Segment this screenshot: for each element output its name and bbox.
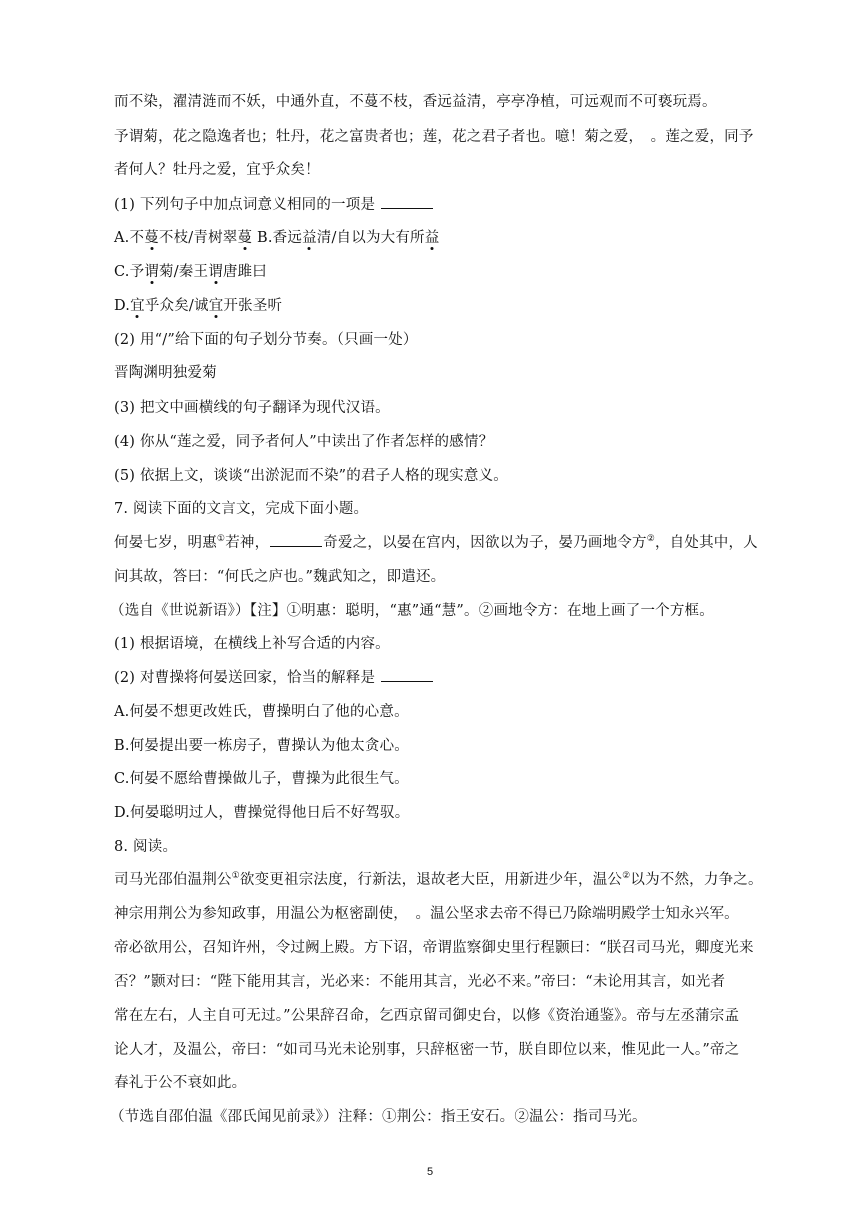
text-line: 论人才，及温公，帝曰：“如司马光未论别事，只辞枢密一节，朕自即位以来，惟见此一人。”帝之: [114, 1042, 740, 1058]
question-2-prompt: (2) 对曹操将何晏送回家，恰当的解释是: [114, 666, 433, 687]
answer-blank: [381, 669, 433, 682]
text-line: （选自《世说新语》）【注】①明惠：聪明，“惠”通“慧”。②画地令方：在地上画了一个方框。: [110, 603, 714, 619]
text-line: 者何人？牡丹之爱，宜乎众矣！: [114, 162, 320, 178]
text-line: 而不染，濯清涟而不妖，中通外直，不蔓不枝，香远益清，亭亭净植，可远观而不可亵玩焉。: [114, 94, 717, 110]
text-line: (5) 依据上文，谈谈“出淤泥而不染”的君子人格的现实意义。: [114, 468, 508, 484]
text-line: A.何晏不想更改姓氏，曹操明白了他的心意。: [114, 704, 409, 720]
question-7-heading: 7. 阅读下面的文言文，完成下面小题。: [114, 501, 369, 517]
text-line: 否？”颢对曰：“陛下能用其言，光必来：不能用其言，光必不来。”帝曰：“未论用其言，如光者: [114, 974, 726, 990]
text-line: 问其故，答曰：“何氏之庐也。”魏武知之，即遣还。: [114, 569, 446, 585]
answer-blank: [381, 196, 433, 209]
text-line: 神宗用荆公为参知政事，用温公为枢密副使， 。温公坚求去帝不得已乃除端明殿学士知永兴军。: [114, 906, 739, 922]
text-line: C.何晏不愿给曹操做儿子，曹操为此很生气。: [114, 771, 409, 787]
text-line: 春礼于公不衰如此。: [114, 1075, 247, 1091]
answer-blank: [270, 534, 322, 547]
text-line: (3) 把文中画横线的句子翻译为现代汉语。: [114, 400, 390, 416]
text-line: (2) 用“/”给下面的句子划分节奏。（只画一处）: [114, 332, 418, 348]
text-line: (4) 你从“莲之爱，同予者何人”中读出了作者怎样的感情？: [114, 434, 494, 450]
text-line: （节选自邵伯温《邵氏闻见前录》）注释：①荆公：指王安石。②温公：指司马光。: [110, 1109, 647, 1125]
option-c: C.予谓菊/秦王谓唐雎曰: [114, 264, 267, 280]
text-line: 常在左右，人主自可无过。”公果辞召命，乞西京留司御史台，以修《资治通鉴》。帝与左丞蒲宗孟: [114, 1008, 740, 1024]
option-d: D.宜乎众矣/诚宜开张圣听: [114, 298, 283, 314]
text-line: B.何晏提出要一栋房子，曹操认为他太贪心。: [114, 738, 409, 754]
option-ab: A.不蔓不枝/青树翠蔓 B.香远益清/自以为大有所益: [114, 230, 440, 246]
question-8-heading: 8. 阅读。: [114, 839, 178, 855]
text-line: 司马光邵伯温荆公①欲变更祖宗法度，行新法，退故老大臣，用新进少年，温公②以为不然，力争之。: [114, 871, 763, 888]
text-line: 帝必欲用公，召知许州，令过阙上殿。方下诏，帝谓监察御史里行程颢曰：“朕召司马光，卿度光来: [114, 940, 754, 956]
question-1-prompt: (1) 下列句子中加点词意义相同的一项是: [114, 193, 433, 214]
text-line: 晋陶渊明独爱菊: [114, 365, 217, 381]
text-line: D.何晏聪明过人，曹操觉得他日后不好驾驭。: [114, 805, 410, 821]
page-number: 5: [426, 1166, 434, 1178]
text-line: 何晏七岁，明惠①若神， 奇爱之，以晏在宫内，因欲以为子，晏乃画地令方②，自处其中，人: [114, 534, 758, 551]
text-line: (1) 根据语境，在横线上补写合适的内容。: [114, 636, 390, 652]
text-line: 予谓菊，花之隐逸者也；牡丹，花之富贵者也；莲，花之君子者也。噫！菊之爱， 。莲之爱，同予: [114, 129, 754, 145]
